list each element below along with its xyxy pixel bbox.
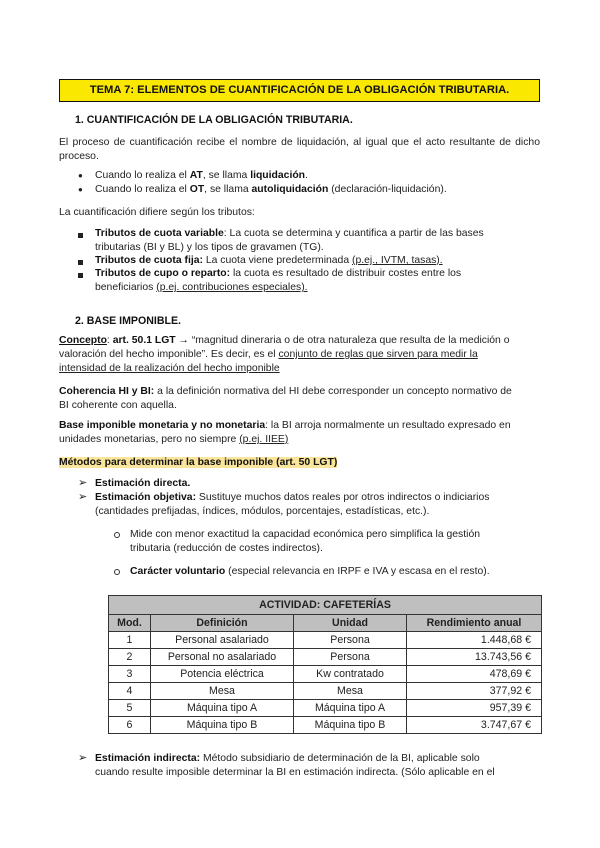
tributo-cuota-variable-line2: tributarias (BI y BL) y los tipos de gravamen (TG). [95,242,324,253]
table-row: 3 Potencia eléctrica Kw contratado 478,69 € [109,666,542,683]
bullet-ot: Cuando lo realiza el OT, se llama autoliquidación (declaración-liquidación). [95,184,447,195]
monetaria-line2: unidades monetarias, pero no siempre (p.ej. IIEE) [59,434,289,445]
estimacion-directa: Estimación directa. [95,478,191,489]
table-row: 5 Máquina tipo A Máquina tipo A 957,39 € [109,700,542,717]
concepto-line3: intensidad de la realización del hecho imponible [59,363,280,374]
tributo-cuota-variable: Tributos de cuota variable: La cuota se determina y cuantifica a partir de las bases [95,228,484,239]
menor-exactitud: Mide con menor exactitud la capacidad económica pero simplifica la gestión [130,529,481,540]
table-row: 4 Mesa Mesa 377,92 € [109,683,542,700]
table-row: 1 Personal asalariado Persona 1.448,68 € [109,632,542,649]
bullet-dot: ● [78,171,83,180]
table-activity-header: ACTIVIDAD: CAFETERÍAS [109,596,542,615]
metodos-heading: Métodos para determinar la base imponible (art. 50 LGT) [59,457,338,468]
section-1-heading: 1. CUANTIFICACIÓN DE LA OBLIGACIÓN TRIBUTARIA. [75,114,353,126]
concepto-paragraph: Concepto: art. 50.1 LGT → “magnitud dineraria o de otra naturaleza que resulta de la medición o [59,335,510,346]
caracter-voluntario: Carácter voluntario (especial relevancia en IRPF e IVA y escasa en el resto). [130,566,490,577]
bullet-dot: ● [78,185,83,194]
table-header: Rendimiento anual [407,615,542,632]
table-header: Definición [151,615,294,632]
arrow-bullet-icon: ➢ [78,491,88,503]
table-row: 6 Máquina tipo B Máquina tipo B 3.747,67 € [109,717,542,734]
coherencia-line2: BI coherente con aquella. [59,400,177,411]
tributo-cupo-reparto: Tributos de cupo o reparto: la cuota es resultado de distribuir costes entre los [95,268,462,279]
arrow-bullet-icon: ➢ [78,752,88,764]
table-header: Mod. [109,615,151,632]
tributo-cupo-reparto-line2: beneficiarios (p.ej. contribuciones especiales). [95,282,308,293]
tributo-cuota-fija: Tributos de cuota fija: La cuota viene predeterminada (p.ej., IVTM, tasas). [95,255,443,266]
estimacion-indirecta: Estimación indirecta: Método subsidiario de determinación de la BI, aplicable solo [95,753,480,764]
square-bullet-icon [78,233,83,238]
table-header: Unidad [294,615,407,632]
monetaria-paragraph: Base imponible monetaria y no monetaria: la BI arroja normalmente un resultado expresado en [59,420,511,431]
estimacion-indirecta-line2: cuando resulte imposible determinar la BI en estimación indirecta. (Sólo aplicable en el [95,767,495,778]
section-1-intro: El proceso de cuantificación recibe el nombre de liquidación, al igual que el acto resultante de dicho proceso. [59,137,540,162]
circle-bullet-icon [114,532,120,538]
differs-text: La cuantificación difiere según los tributos: [59,207,255,218]
arrow-bullet-icon: ➢ [78,477,88,489]
bullet-at: Cuando lo realiza el AT, se llama liquidación. [95,170,308,181]
topic-title: TEMA 7: ELEMENTOS DE CUANTIFICACIÓN DE LA OBLIGACIÓN TRIBUTARIA. [59,79,540,102]
square-bullet-icon [78,260,83,265]
modulos-table [108,595,542,734]
circle-bullet-icon [114,569,120,575]
table-row: 2 Personal no asalariado Persona 13.743,56 € [109,649,542,666]
coherencia-paragraph: Coherencia HI y BI: a la definición normativa del HI debe corresponder un concepto normativo de [59,386,512,397]
section-2-heading: 2. BASE IMPONIBLE. [75,315,181,327]
estimacion-objetiva: Estimación objetiva: Sustituye muchos datos reales por otros indirectos o indiciarios [95,492,490,503]
square-bullet-icon [78,273,83,278]
menor-exactitud-line2: tributaria (reducción de costes indirectos). [130,543,323,554]
estimacion-objetiva-line2: (cantidades prefijadas, índices, módulos, porcentajes, estadísticas, etc.). [95,506,430,517]
concepto-line2: valoración del hecho imponible”. Es decir, es el conjunto de reglas que sirven para medir la [59,349,478,360]
